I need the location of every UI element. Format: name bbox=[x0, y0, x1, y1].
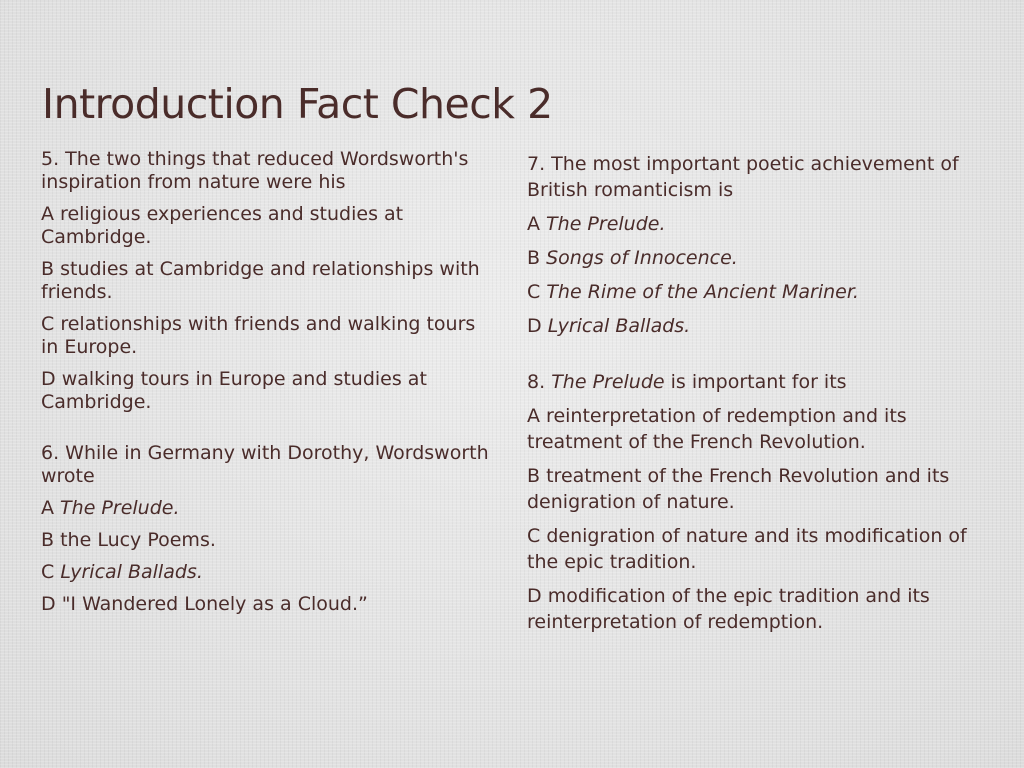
q7-option-c: C The Rime of the Ancient Mariner. bbox=[527, 281, 859, 303]
question-8: 8. The Prelude is important for its bbox=[527, 371, 847, 393]
question-5: 5. The two things that reduced Wordsworth's inspiration from nature were his bbox=[41, 148, 469, 193]
right-column bbox=[527, 151, 997, 635]
question-6: 6. While in Germany with Dorothy, Wordsworth wrote bbox=[41, 442, 489, 487]
question-7: 7. The most important poetic achievement of British romanticism is bbox=[527, 153, 959, 201]
q7-option-b: B Songs of Innocence. bbox=[527, 247, 738, 269]
slide-title: Introduction Fact Check 2 bbox=[42, 80, 553, 128]
q8-option-d: D modification of the epic tradition and its reinterpretation of redemption. bbox=[527, 585, 930, 633]
q8-option-c: C denigration of nature and its modification of the epic tradition. bbox=[527, 525, 967, 573]
q6-option-d: D "I Wandered Lonely as a Cloud.” bbox=[41, 593, 368, 615]
q7-option-a: A The Prelude. bbox=[527, 213, 666, 235]
q5-option-b: B studies at Cambridge and relationships with friends. bbox=[41, 258, 480, 303]
q6-option-c: C Lyrical Ballads. bbox=[41, 561, 203, 583]
left-column bbox=[41, 148, 496, 616]
q8-option-a: A reinterpretation of redemption and its treatment of the French Revolution. bbox=[527, 405, 907, 453]
q8-option-b: B treatment of the French Revolution and its denigration of nature. bbox=[527, 465, 950, 513]
q6-option-a: A The Prelude. bbox=[41, 497, 180, 519]
q5-option-a: A religious experiences and studies at Cambridge. bbox=[41, 203, 404, 248]
q5-option-d: D walking tours in Europe and studies at Cambridge. bbox=[41, 368, 427, 413]
q5-option-c: C relationships with friends and walking tours in Europe. bbox=[41, 313, 476, 358]
q6-option-b: B the Lucy Poems. bbox=[41, 529, 216, 551]
q7-option-d: D Lyrical Ballads. bbox=[527, 315, 691, 337]
